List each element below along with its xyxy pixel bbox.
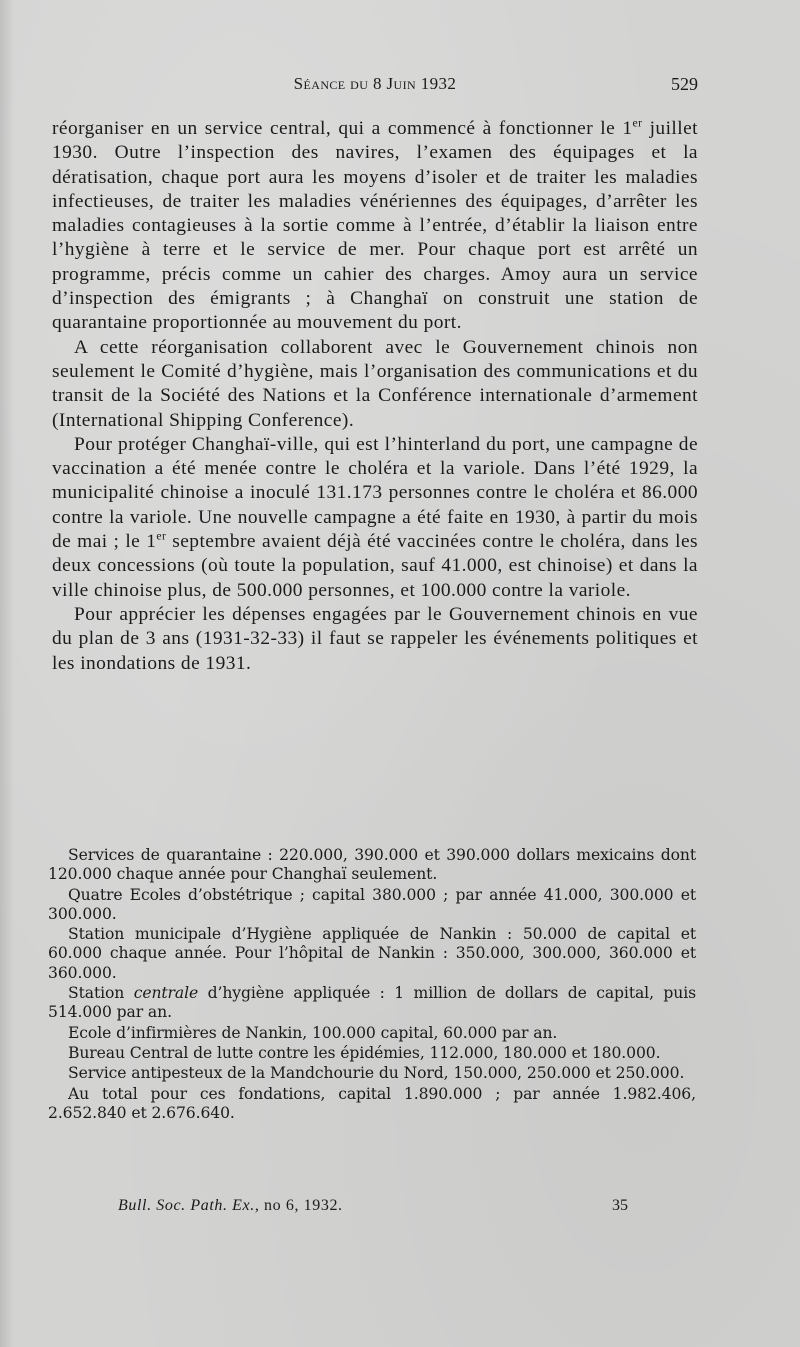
footnote-epidemics-bureau bbox=[48, 1044, 696, 1063]
journal-title: Bull. Soc. Path. Ex. bbox=[118, 1197, 255, 1214]
gutter-shadow bbox=[0, 0, 14, 1347]
text-run: Au total pour ces fondations, capital 1.890.000 ; par année 1.982.406, 2.652.840 et 2.676.640. bbox=[48, 1084, 696, 1122]
text-run: Pour protéger Changhaï-ville, qui est l’hinterland du port, une campagne de vaccination a été menée contre le choléra et la variole. Dans l’été 1929, la municipalité chinoise a inoculé 131.173 personnes contre le choléra et 86.000 contre la variole. Une nouvelle campagne a été faite en 1930, à partir du mois de mai ; le 1 bbox=[52, 433, 698, 553]
italic-run: centrale bbox=[133, 984, 199, 1003]
text-run: Service antipesteux de la Mandchourie du Nord, 150.000, 250.000 et 250.000. bbox=[68, 1064, 685, 1083]
paragraph-2 bbox=[52, 336, 698, 433]
text-run: septembre avaient déjà été vaccinées contre le choléra, dans les deux concessions (où toute la population, sauf 41.000, est chinoise) et dans la ville chinoise plus, de 500.000 personnes, et 100.000 contre la variole. bbox=[52, 531, 699, 601]
paragraph-4 bbox=[52, 603, 698, 676]
footnotes bbox=[48, 846, 696, 1124]
journal-issue: , no 6, 1932. bbox=[254, 1197, 343, 1214]
text-run: Quatre Ecoles d’obstétrique ; capital 380.000 ; par année 41.000, 300.000 et 300.000. bbox=[48, 885, 696, 923]
text-run: réorganiser en un service central, qui a commencé à fonctionner le 1 bbox=[52, 118, 633, 139]
page-footer bbox=[118, 1197, 628, 1221]
footnote-quarantine bbox=[48, 846, 696, 885]
journal-citation bbox=[118, 1197, 343, 1215]
text-run: juillet 1930. Outre l’inspection des navires, l’examen des équipages et la dératisation, chaque port aura les moyens d’isoler et de traiter les maladies infectieuses, de traiter les maladies vénériennes des équipages, d’arrêter les maladies contagieuses à la sortie comme à l’entrée, d’établir la liaison entre l’hygiène à terre et le service de mer. Pour chaque port est arrêté un programme, précis comme un cahier des charges. Amoy aura un service d’inspection des émigrants ; à Changhaï on construit une station de quarantaine proportionnée au mouvement du port. bbox=[52, 118, 698, 334]
main-text bbox=[52, 117, 698, 676]
sheet-number: 35 bbox=[612, 1197, 628, 1214]
paragraph-1 bbox=[52, 117, 698, 336]
text-run: Station municipale d’Hygiène appliquée de Nankin : 50.000 de capital et 60.000 chaque année. Pour l’hôpital de Nankin : 350.000, 300.000, 360.000 et 360.000. bbox=[48, 925, 696, 982]
footnote-obstetrics bbox=[48, 886, 696, 925]
running-title: Séance du 8 Juin 1932 bbox=[293, 74, 457, 93]
footnote-total bbox=[48, 1085, 696, 1124]
text-run: Bureau Central de lutte contre les épidémies, 112.000, 180.000 et 180.000. bbox=[68, 1043, 661, 1062]
superscript: er bbox=[156, 529, 167, 543]
text-run: A cette réorganisation collaborent avec le Gouvernement chinois non seulement le Comité d’hygiène, mais l’organisation des communications et du transit de la Société des Nations et la Conférence internationale d’armement (International Shipping Conference). bbox=[52, 336, 698, 431]
footnote-nankin-station bbox=[48, 925, 696, 983]
superscript: er bbox=[632, 116, 643, 130]
page-header bbox=[52, 74, 698, 100]
footnote-central-station bbox=[48, 984, 696, 1023]
text-run: Station bbox=[68, 984, 134, 1003]
paragraph-3 bbox=[52, 433, 698, 603]
text-run: Ecole d’infirmières de Nankin, 100.000 capital, 60.000 par an. bbox=[68, 1023, 558, 1042]
text-run: d’hygiène appliquée : 1 million de dollars de capital, puis 514.000 par an. bbox=[48, 984, 696, 1022]
footnote-nursing-school bbox=[48, 1024, 696, 1043]
text-run: Pour apprécier les dépenses engagées par le Gouvernement chinois en vue du plan de 3 ans (1931-32-33) il faut se rappeler les événements politiques et les inondations de 1931. bbox=[52, 603, 698, 674]
footnote-plague-service bbox=[48, 1064, 696, 1083]
text-run: Services de quarantaine : 220.000, 390.000 et 390.000 dollars mexicains dont 120.000 chaque année pour Changhaï seulement. bbox=[48, 846, 696, 884]
page-number: 529 bbox=[671, 74, 698, 94]
